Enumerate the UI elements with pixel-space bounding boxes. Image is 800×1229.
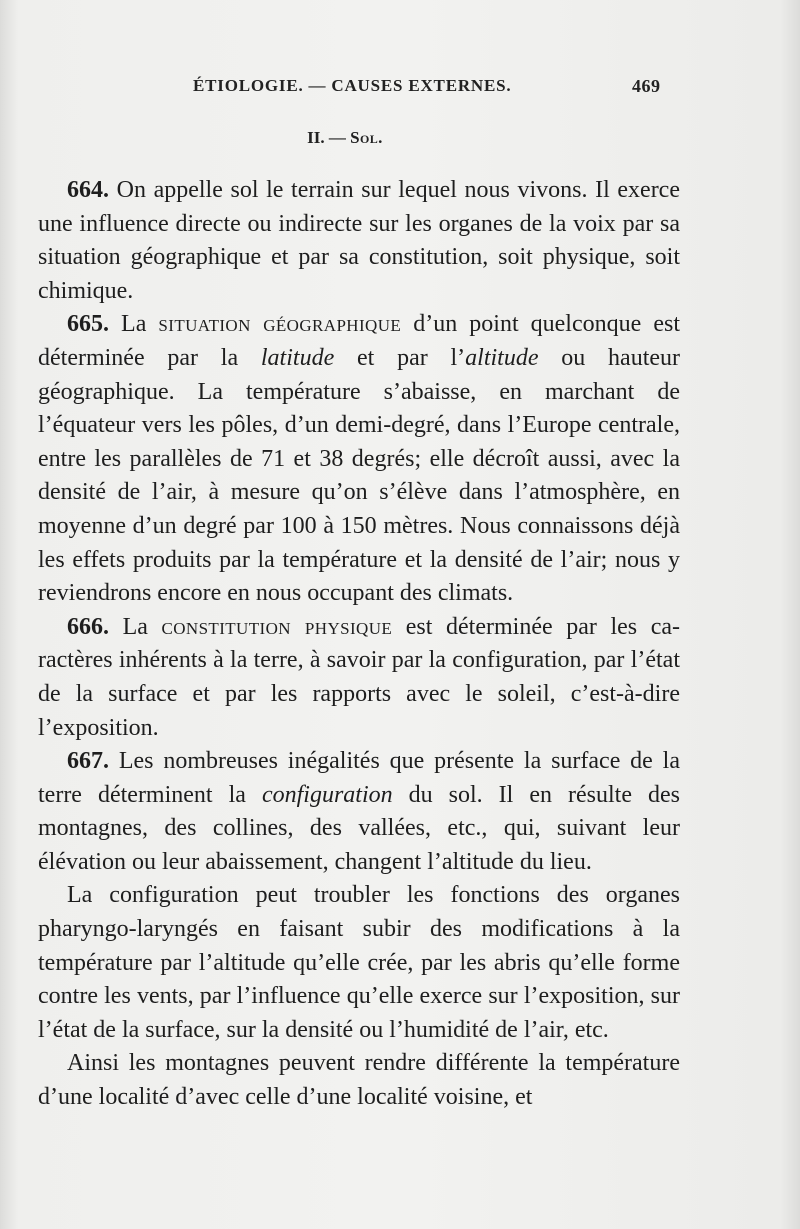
paragraph-number: 667. — [67, 748, 109, 775]
section-heading — [0, 128, 690, 148]
running-head: ÉTIOLOGIE. — CAUSES EXTERNES. — [193, 76, 512, 95]
page-header — [0, 72, 800, 102]
section-title: Sol. — [350, 128, 383, 147]
paragraph-text: d’un point quelconque est déterminée par la — [38, 311, 680, 371]
emphasis-altitude: altitude — [465, 344, 539, 371]
paragraph-666 — [38, 611, 680, 745]
paragraph-text: Ainsi les montagnes peuvent rendre différente la température d’une localité d’avec celle d’une localité voisine, et — [38, 1050, 680, 1111]
paragraph-text: La — [109, 311, 159, 338]
paragraph-text: du sol. Il en résulte des montagnes, des collines, des vallées, etc., qui, suivant leur élévation ou leur abaissement, changent l’altitude du lieu. — [38, 781, 680, 875]
paragraph-text: ou hauteur géographique. La température s’abaisse, en marchant de l’équateur vers les pôles, d’un demi-degré, dans l’Europe centrale, entre les parallèles de 71 et 38 degrés; elle décroît aussi, avec la densité de l’air, à mesure qu’on s’élève dans l’atmosphère, en moyenne d’un degré par 100 à 150 mètres. Nous connaissons déjà les effets produits par la température et la densité de l’air; nous y reviendrons encore en nous occupant des climats. — [38, 344, 681, 607]
paragraph-number: 665. — [67, 311, 109, 338]
section-numeral: II. — — [307, 128, 351, 147]
paragraph-text: Les nombreuses inégalités que présente la surface de la terre déterminent la — [38, 748, 680, 808]
paragraph-text: La configuration peut troubler les fonctions des organes pharyngo-laryngés en faisant subir des modifications à la température par l’altitude qu’elle crée, par les abris qu’elle forme contre les vents, par l’influence qu’elle exerce sur l’exposition, sur l’état de la surface, sur la densité ou l’humidité de l’air, etc. — [38, 882, 680, 1043]
paragraph-ainsi — [38, 1047, 680, 1114]
paragraph-number: 666. — [67, 613, 109, 640]
paragraph-text: La — [109, 613, 162, 640]
paragraph-text: On appelle sol le terrain sur lequel nous vivons. Il exerce une influence directe ou indirecte sur les organes de la voix par sa situation géographique et par sa constitution, soit physique, soit chimique. — [38, 177, 680, 304]
paragraph-text: est déterminée par les caractères inhérents à la terre, à savoir par la configuration, par l’état de la surface et par les rapports avec le soleil, c’est-à-dire l’exposition. — [38, 613, 680, 741]
paragraph-665 — [38, 308, 680, 610]
term-situation-geographique: situation géographique — [158, 311, 402, 338]
term-constitution-physique: constitution physique — [161, 613, 393, 640]
body-text — [38, 174, 680, 1115]
page-number: 469 — [632, 76, 661, 96]
emphasis-configuration: configuration — [261, 781, 393, 808]
paragraph-667 — [38, 745, 680, 879]
paragraph-configuration — [38, 879, 680, 1047]
paragraph-664 — [38, 174, 680, 308]
emphasis-latitude: latitude — [260, 344, 335, 371]
paragraph-number: 664. — [67, 177, 109, 203]
paragraph-text: et par l’ — [334, 344, 466, 371]
